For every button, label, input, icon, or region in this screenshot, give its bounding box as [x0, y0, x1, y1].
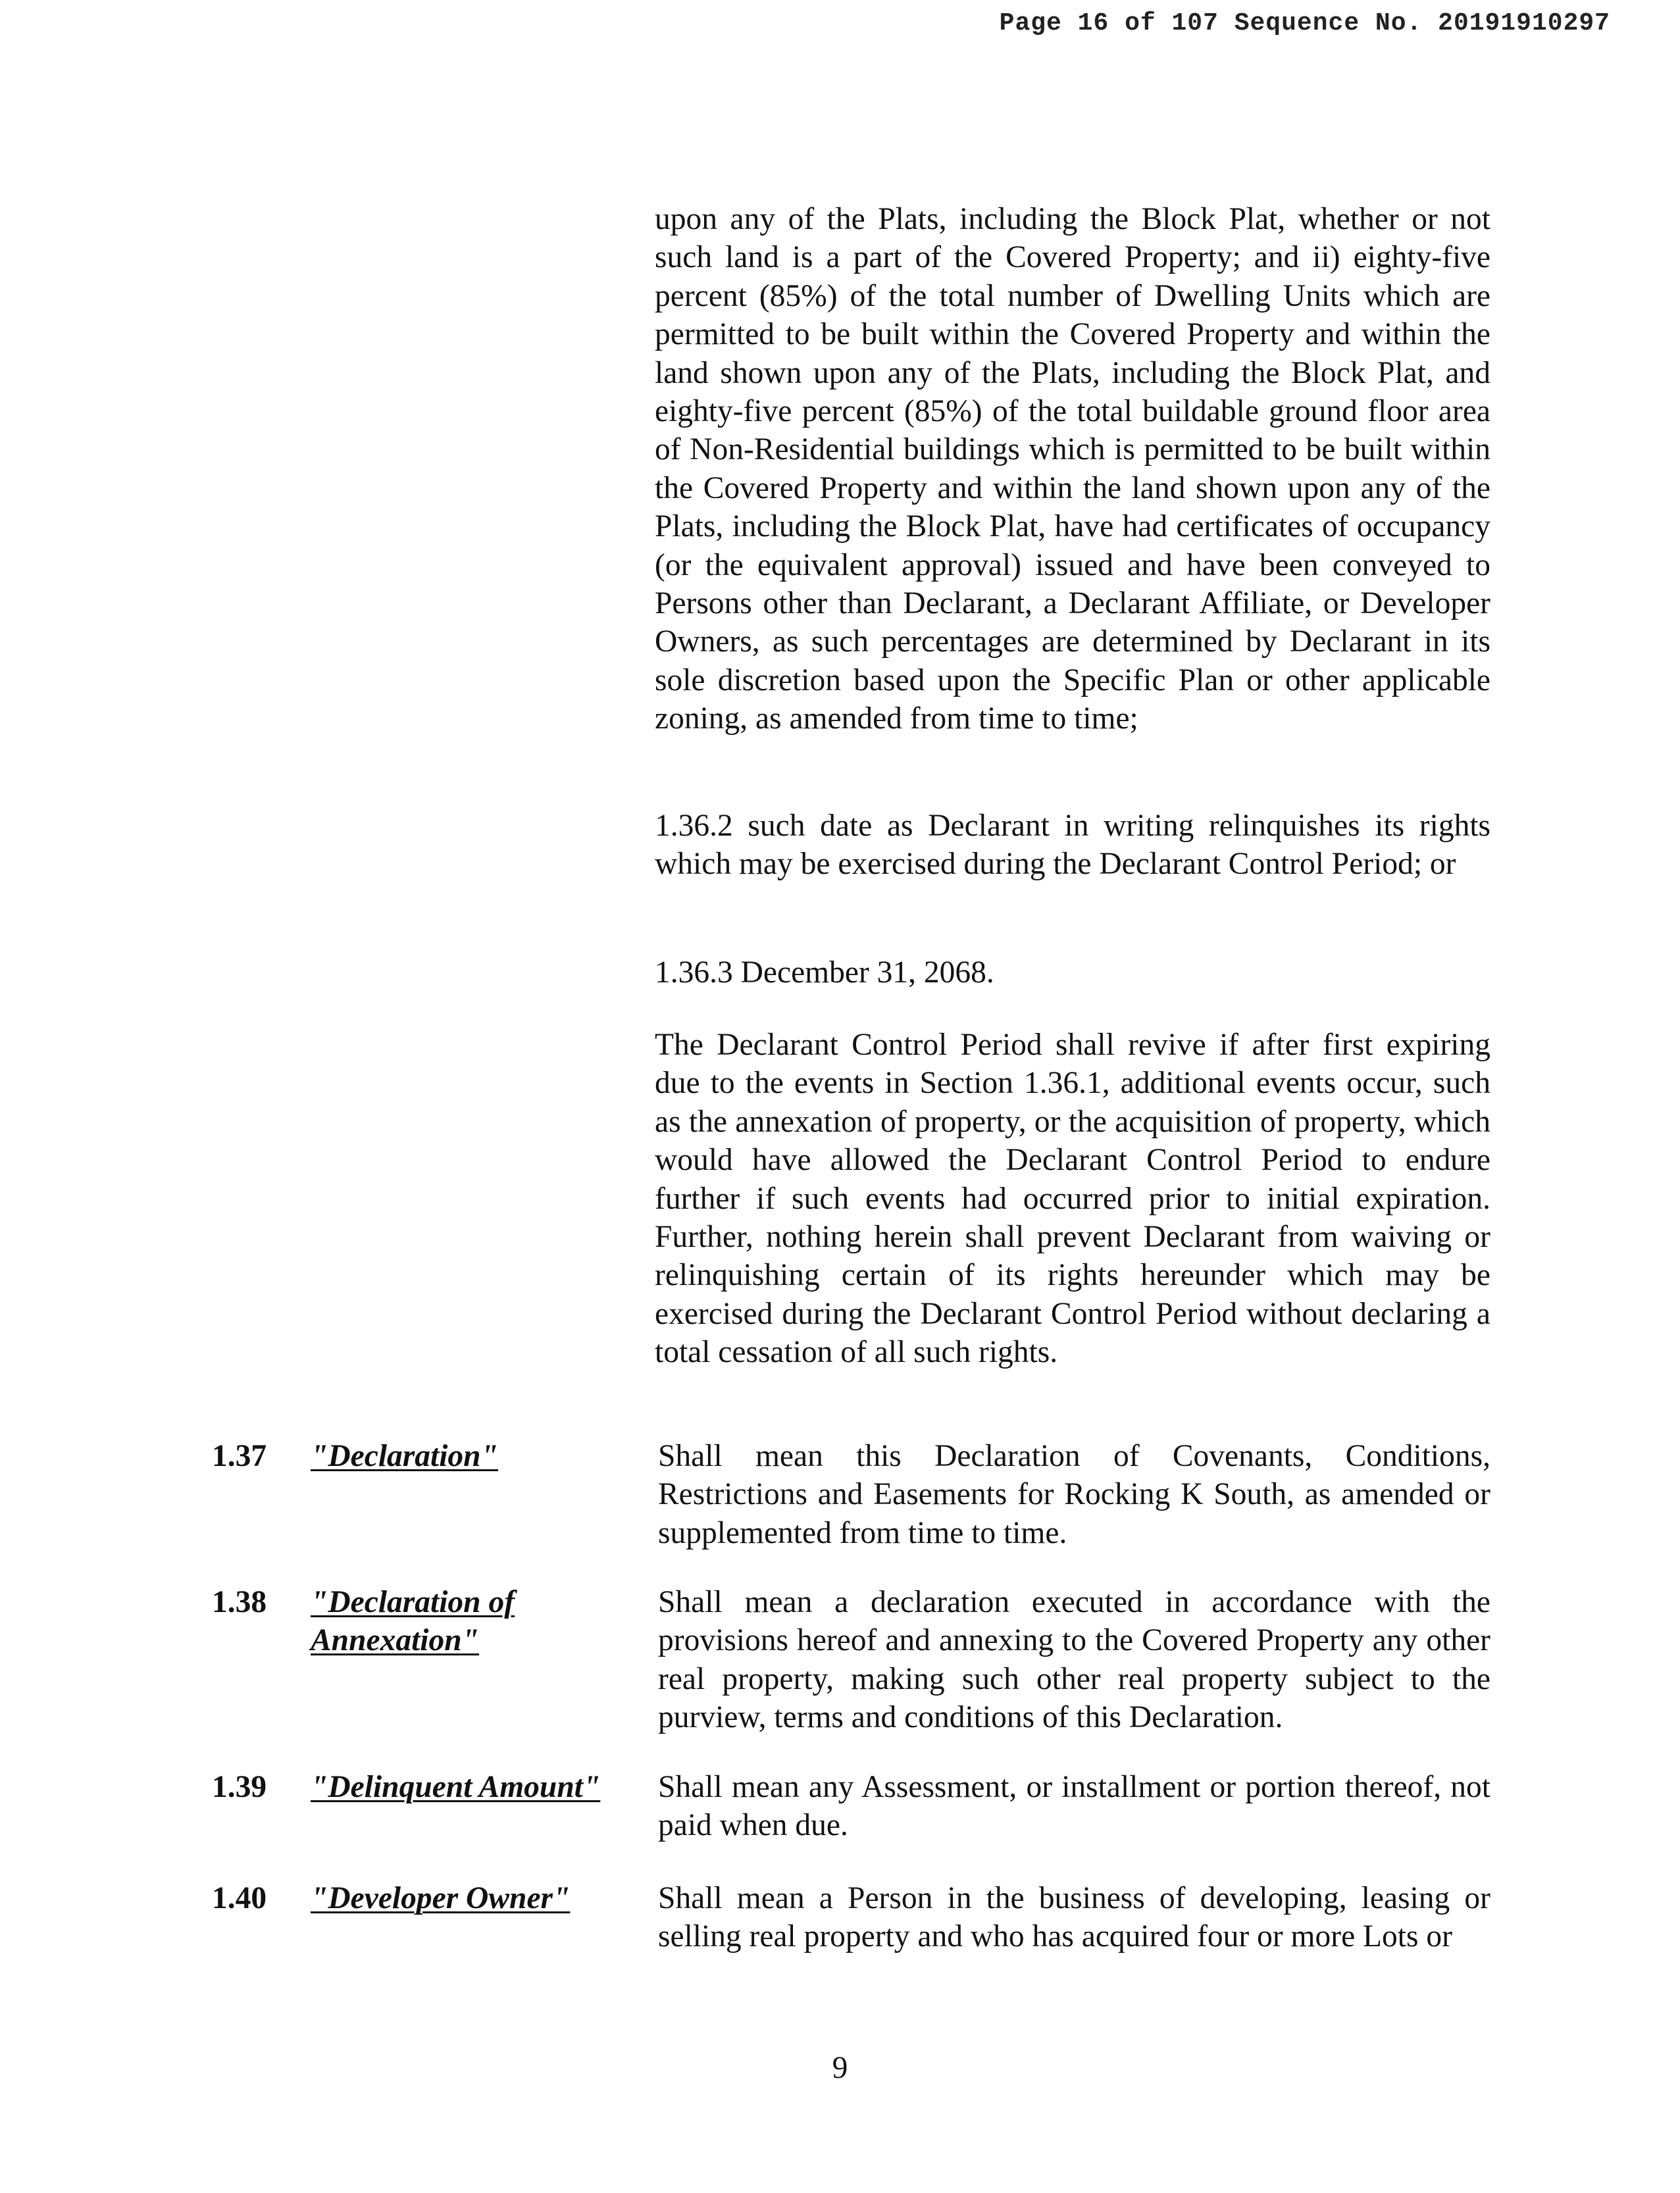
- definition-text-developer-owner: Shall mean a Person in the business of developing, leasing or selling real property and who has acquired four or more Lots or: [658, 1881, 1490, 1954]
- definition-text-declaration-of-annexation: Shall mean a declaration executed in accordance with the provisions hereof and annexing to the Covered Property any other real property, making such other real property subject to the purview, terms and conditions of this Declaration.: [658, 1585, 1490, 1735]
- definition-term-delinquent-amount: "Delinquent Amount": [311, 1770, 601, 1804]
- definition-text-delinquent-amount: Shall mean any Assessment, or installment or portion thereof, not paid when due.: [658, 1770, 1490, 1843]
- definition-number-1-40: 1.40: [212, 1881, 267, 1915]
- paragraph-control-period-revive: The Declarant Control Period shall revive if after first expiring due to the events in Section 1.36.1, additional events occur, such as the annexation of property, or the acquisition of property, which would have allowed the Declarant Control Period to endure further if such events had occurred prior to initial expiration. Further, nothing herein shall prevent Declarant from waiving or relinquishing certain of its rights hereunder which may be exercised during the Declarant Control Period without declaring a total cessation of all such rights.: [655, 1028, 1490, 1370]
- definition-term-developer-owner: "Developer Owner": [311, 1881, 571, 1915]
- paragraph-item-1-36-3: 1.36.3 December 31, 2068.: [655, 955, 994, 990]
- definition-number-1-38: 1.38: [212, 1585, 267, 1619]
- paragraph-continuation: upon any of the Plats, including the Block Plat, whether or not such land is a part of the Covered Property; and ii) eighty-five percent (85%) of the total number of Dwelling Units which are permitted to be built within the Covered Property and within the land shown upon any of the Plats, including the Block Plat, and eighty-five percent (85%) of the total buildable ground floor area of Non-Residential buildings which is permitted to be built within the Covered Property and within the land shown upon any of the Plats, including the Block Plat, have had certificates of occupancy (or the equivalent approval) issued and have been conveyed to Persons other than Declarant, a Declarant Affiliate, or Developer Owners, as such percentages are determined by Declarant in its sole discretion based upon the Specific Plan or other applicable zoning, as amended from time to time;: [655, 202, 1490, 736]
- page-header-sequence: Page 16 of 107 Sequence No. 20191910297: [999, 9, 1610, 38]
- definition-number-1-39: 1.39: [212, 1770, 267, 1804]
- definition-text-declaration: Shall mean this Declaration of Covenants, Conditions, Restrictions and Easements for Rocking K South, as amended or supplemented from time to time.: [658, 1439, 1490, 1550]
- definition-term-declaration-of-annexation: "Declaration of Annexation": [311, 1585, 515, 1658]
- paragraph-item-1-36-2: 1.36.2 such date as Declarant in writing relinquishes its rights which may be exercised during the Declarant Control Period; or: [655, 809, 1490, 882]
- definition-number-1-37: 1.37: [212, 1439, 267, 1473]
- page-number: 9: [832, 2051, 848, 2085]
- definition-term-declaration: "Declaration": [311, 1439, 498, 1473]
